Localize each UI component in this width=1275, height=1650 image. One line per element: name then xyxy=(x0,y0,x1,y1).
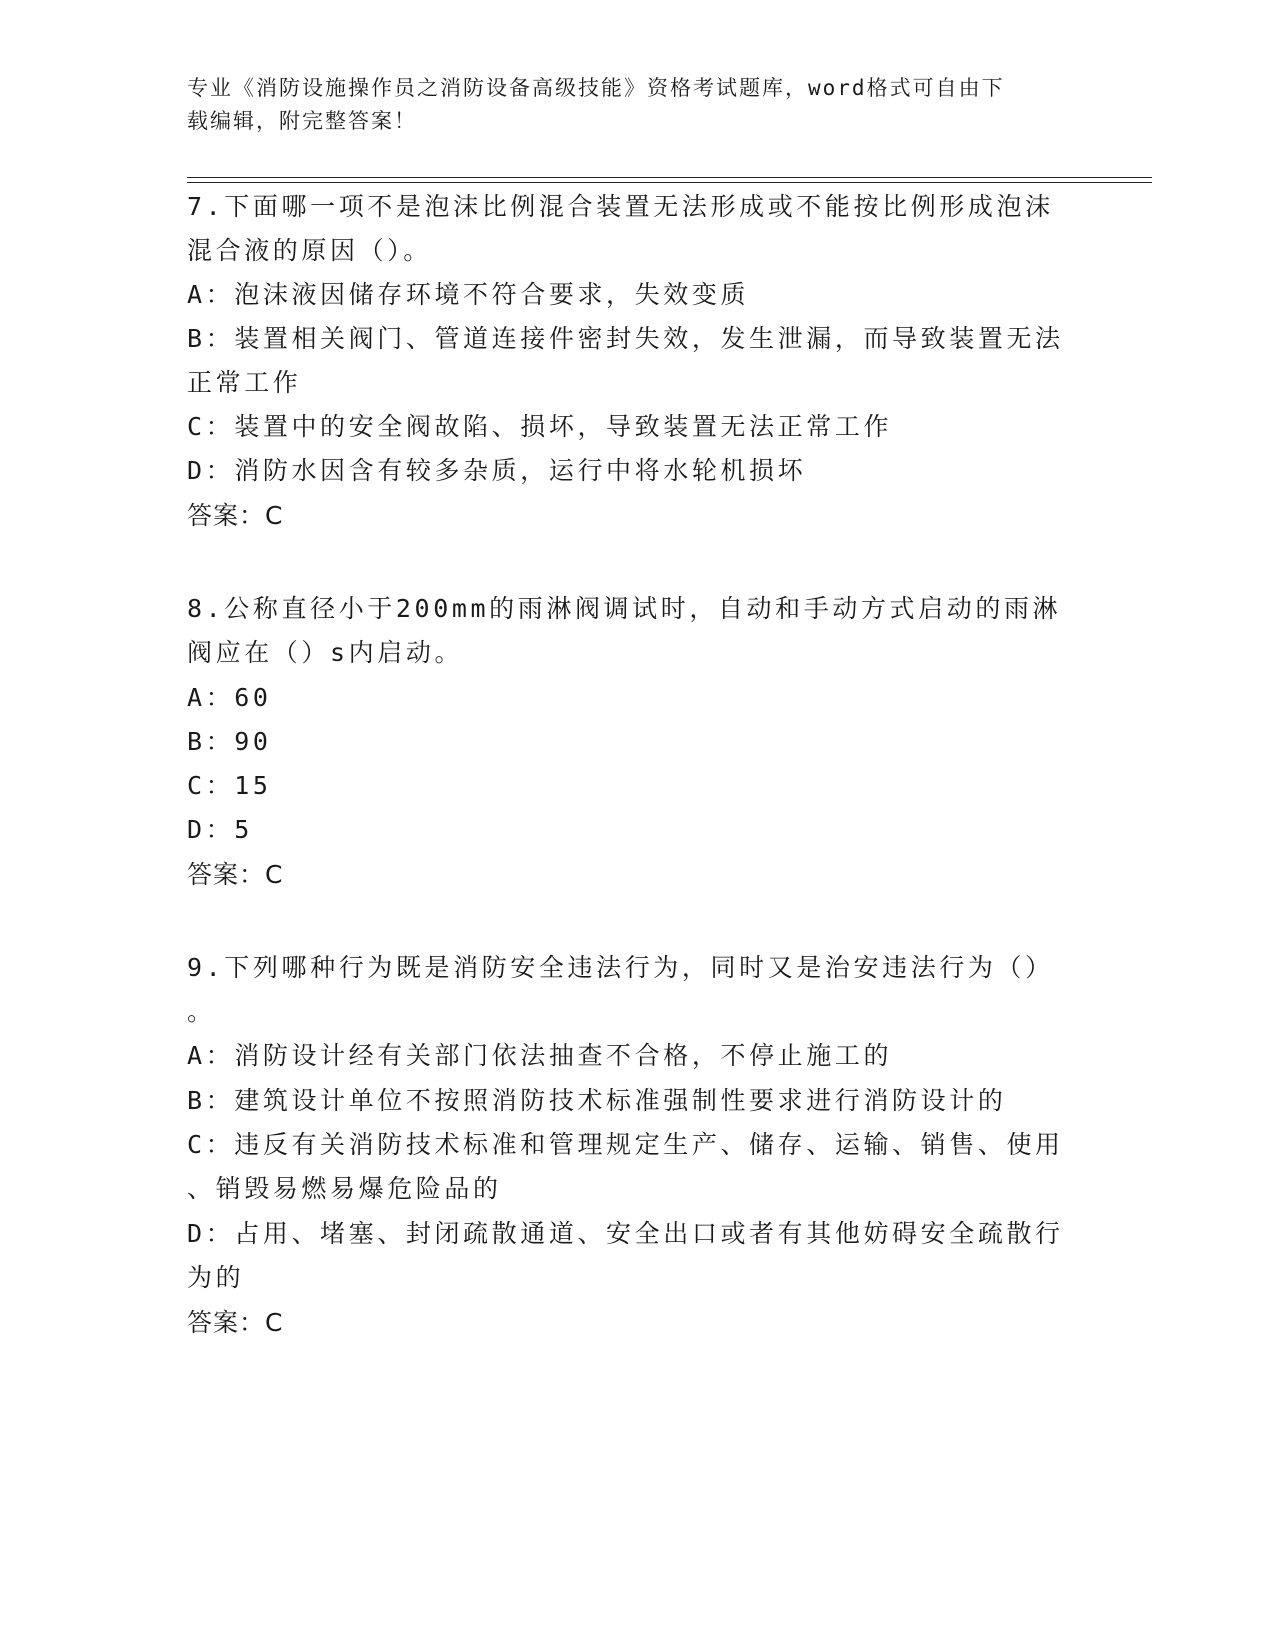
question-7-stem-line-1: 7.下面哪一项不是泡沫比例混合装置无法形成或不能按比例形成泡沫 xyxy=(187,192,1054,221)
question-9-option-c-line-1: C：违反有关消防技术标准和管理规定生产、储存、运输、销售、使用 xyxy=(187,1130,1064,1159)
question-9-stem-line-1: 9.下列哪种行为既是消防安全违法行为，同时又是治安违法行为（） xyxy=(187,953,1054,982)
question-9-option-d-line-1: D：占用、堵塞、封闭疏散通道、安全出口或者有其他妨碍安全疏散行 xyxy=(187,1219,1064,1248)
question-8-answer: 答案：C xyxy=(187,860,284,889)
question-8-option-b: B：90 xyxy=(187,727,272,756)
question-7-option-b-line-2: 正常工作 xyxy=(187,368,302,397)
question-9-option-b: B：建筑设计单位不按照消防技术标准强制性要求进行消防设计的 xyxy=(187,1086,1007,1115)
header-divider-top xyxy=(187,177,1152,178)
question-7-option-b-line-1: B：装置相关阀门、管道连接件密封失效，发生泄漏，而导致装置无法 xyxy=(187,324,1064,353)
question-9-stem-line-2: 。 xyxy=(187,997,216,1026)
question-8-stem-line-2: 阀应在（）s内启动。 xyxy=(187,638,464,667)
question-7-option-a: A：泡沫液因储存环境不符合要求，失效变质 xyxy=(187,280,750,309)
question-9-answer: 答案：C xyxy=(187,1308,284,1337)
question-8-option-d: D：5 xyxy=(187,815,253,844)
question-9-option-d-line-2: 为的 xyxy=(187,1263,245,1292)
question-7-option-d: D：消防水因含有较多杂质，运行中将水轮机损坏 xyxy=(187,456,807,485)
document-header xyxy=(187,72,1087,138)
question-8-option-c: C：15 xyxy=(187,771,272,800)
question-8-option-a: A：60 xyxy=(187,683,272,712)
question-7-stem-line-2: 混合液的原因（）。 xyxy=(187,236,432,265)
question-7-option-c: C：装置中的安全阀故陷、损坏，导致装置无法正常工作 xyxy=(187,412,893,441)
question-7-answer: 答案：C xyxy=(187,501,284,530)
header-divider-bottom xyxy=(187,182,1152,183)
header-line-1: 专业《消防设施操作员之消防设备高级技能》资格考试题库，word格式可自由下 xyxy=(187,76,1005,100)
question-9-option-a: A：消防设计经有关部门依法抽查不合格，不停止施工的 xyxy=(187,1041,893,1070)
header-line-2: 载编辑，附完整答案！ xyxy=(187,109,417,133)
question-9-option-c-line-2: 、销毁易燃易爆危险品的 xyxy=(187,1174,502,1203)
question-8-stem-line-1: 8.公称直径小于200mm的雨淋阀调试时，自动和手动方式启动的雨淋 xyxy=(187,594,1062,623)
